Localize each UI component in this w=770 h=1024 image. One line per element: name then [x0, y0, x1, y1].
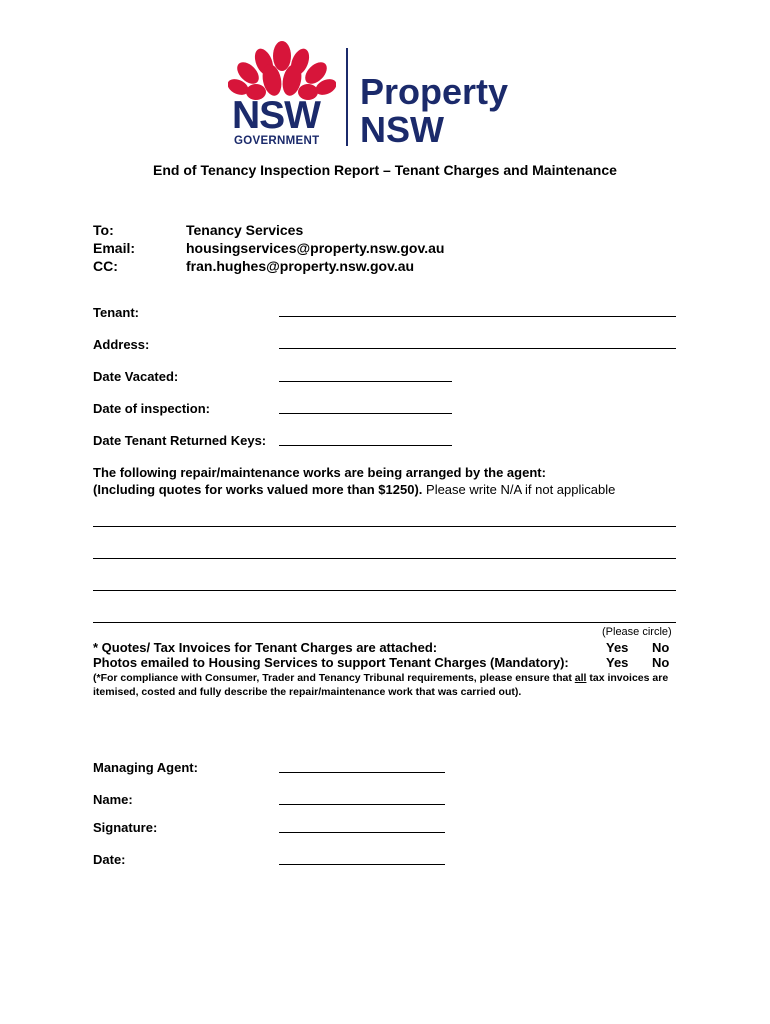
recipient-to-value: Tenancy Services	[186, 222, 304, 238]
date-vacated-input-line[interactable]	[279, 381, 452, 382]
recipient-email-value: housingservices@property.nsw.gov.au	[186, 240, 445, 256]
name-label: Name:	[93, 792, 133, 807]
quotes-no-option[interactable]: No	[652, 640, 670, 655]
tenant-label: Tenant:	[93, 305, 139, 320]
recipient-to-label: To:	[93, 222, 114, 238]
compliance-note	[93, 671, 673, 699]
photos-no-option[interactable]: No	[652, 655, 670, 670]
date-keys-input-line[interactable]	[279, 445, 452, 446]
compliance-note-end: tax invoices are itemised, costed and fully describe the repair/maintenance work that was carried out).	[93, 672, 669, 698]
repairs-subheading	[93, 482, 615, 497]
date-inspection-input-line[interactable]	[279, 413, 452, 414]
logo-nsw: NSW	[232, 94, 320, 137]
quotes-yes-option[interactable]: Yes	[606, 640, 629, 655]
logo-government: GOVERNMENT	[234, 135, 320, 147]
repairs-heading: The following repair/maintenance works are being arranged by the agent:	[93, 465, 546, 480]
repairs-quote-note: (Including quotes for works valued more than $1250).	[93, 482, 423, 497]
signature-input-line[interactable]	[279, 832, 445, 833]
date-label: Date:	[93, 852, 126, 867]
date-vacated-label: Date Vacated:	[93, 369, 179, 384]
date-input-line[interactable]	[279, 864, 445, 865]
managing-agent-label: Managing Agent:	[93, 760, 198, 775]
repairs-line-4[interactable]	[93, 622, 676, 623]
recipient-email-label: Email:	[93, 240, 136, 256]
recipient-cc-label: CC:	[93, 258, 118, 274]
photos-yes-option[interactable]: Yes	[606, 655, 629, 670]
logo-property-nsw: NSW	[360, 109, 444, 150]
repairs-line-2[interactable]	[93, 558, 676, 559]
compliance-note-start: (*For compliance with Consumer, Trader and Tenancy Tribunal requirements, please ensure that	[93, 672, 575, 684]
repairs-line-3[interactable]	[93, 590, 676, 591]
compliance-note-all: all	[574, 672, 587, 684]
signature-label: Signature:	[93, 820, 158, 835]
date-keys-label: Date Tenant Returned Keys:	[93, 433, 267, 448]
recipient-cc-value: fran.hughes@property.nsw.gov.au	[186, 258, 415, 274]
tenant-input-line[interactable]	[279, 316, 676, 317]
address-input-line[interactable]	[279, 348, 676, 349]
logo-divider	[346, 48, 348, 146]
managing-agent-input-line[interactable]	[279, 772, 445, 773]
nsw-government-logo	[228, 40, 543, 150]
repairs-na-note: Please write N/A if not applicable	[422, 482, 616, 497]
please-circle-note: (Please circle)	[602, 626, 672, 638]
photos-question: Photos emailed to Housing Services to support Tenant Charges (Mandatory):	[93, 655, 569, 670]
date-inspection-label: Date of inspection:	[93, 401, 211, 416]
address-label: Address:	[93, 337, 150, 352]
page-title: End of Tenancy Inspection Report – Tenant Charges and Maintenance	[153, 162, 617, 178]
logo-property: Property	[360, 71, 509, 112]
quotes-question: * Quotes/ Tax Invoices for Tenant Charges are attached:	[93, 640, 438, 655]
name-input-line[interactable]	[279, 804, 445, 805]
repairs-line-1[interactable]	[93, 526, 676, 527]
